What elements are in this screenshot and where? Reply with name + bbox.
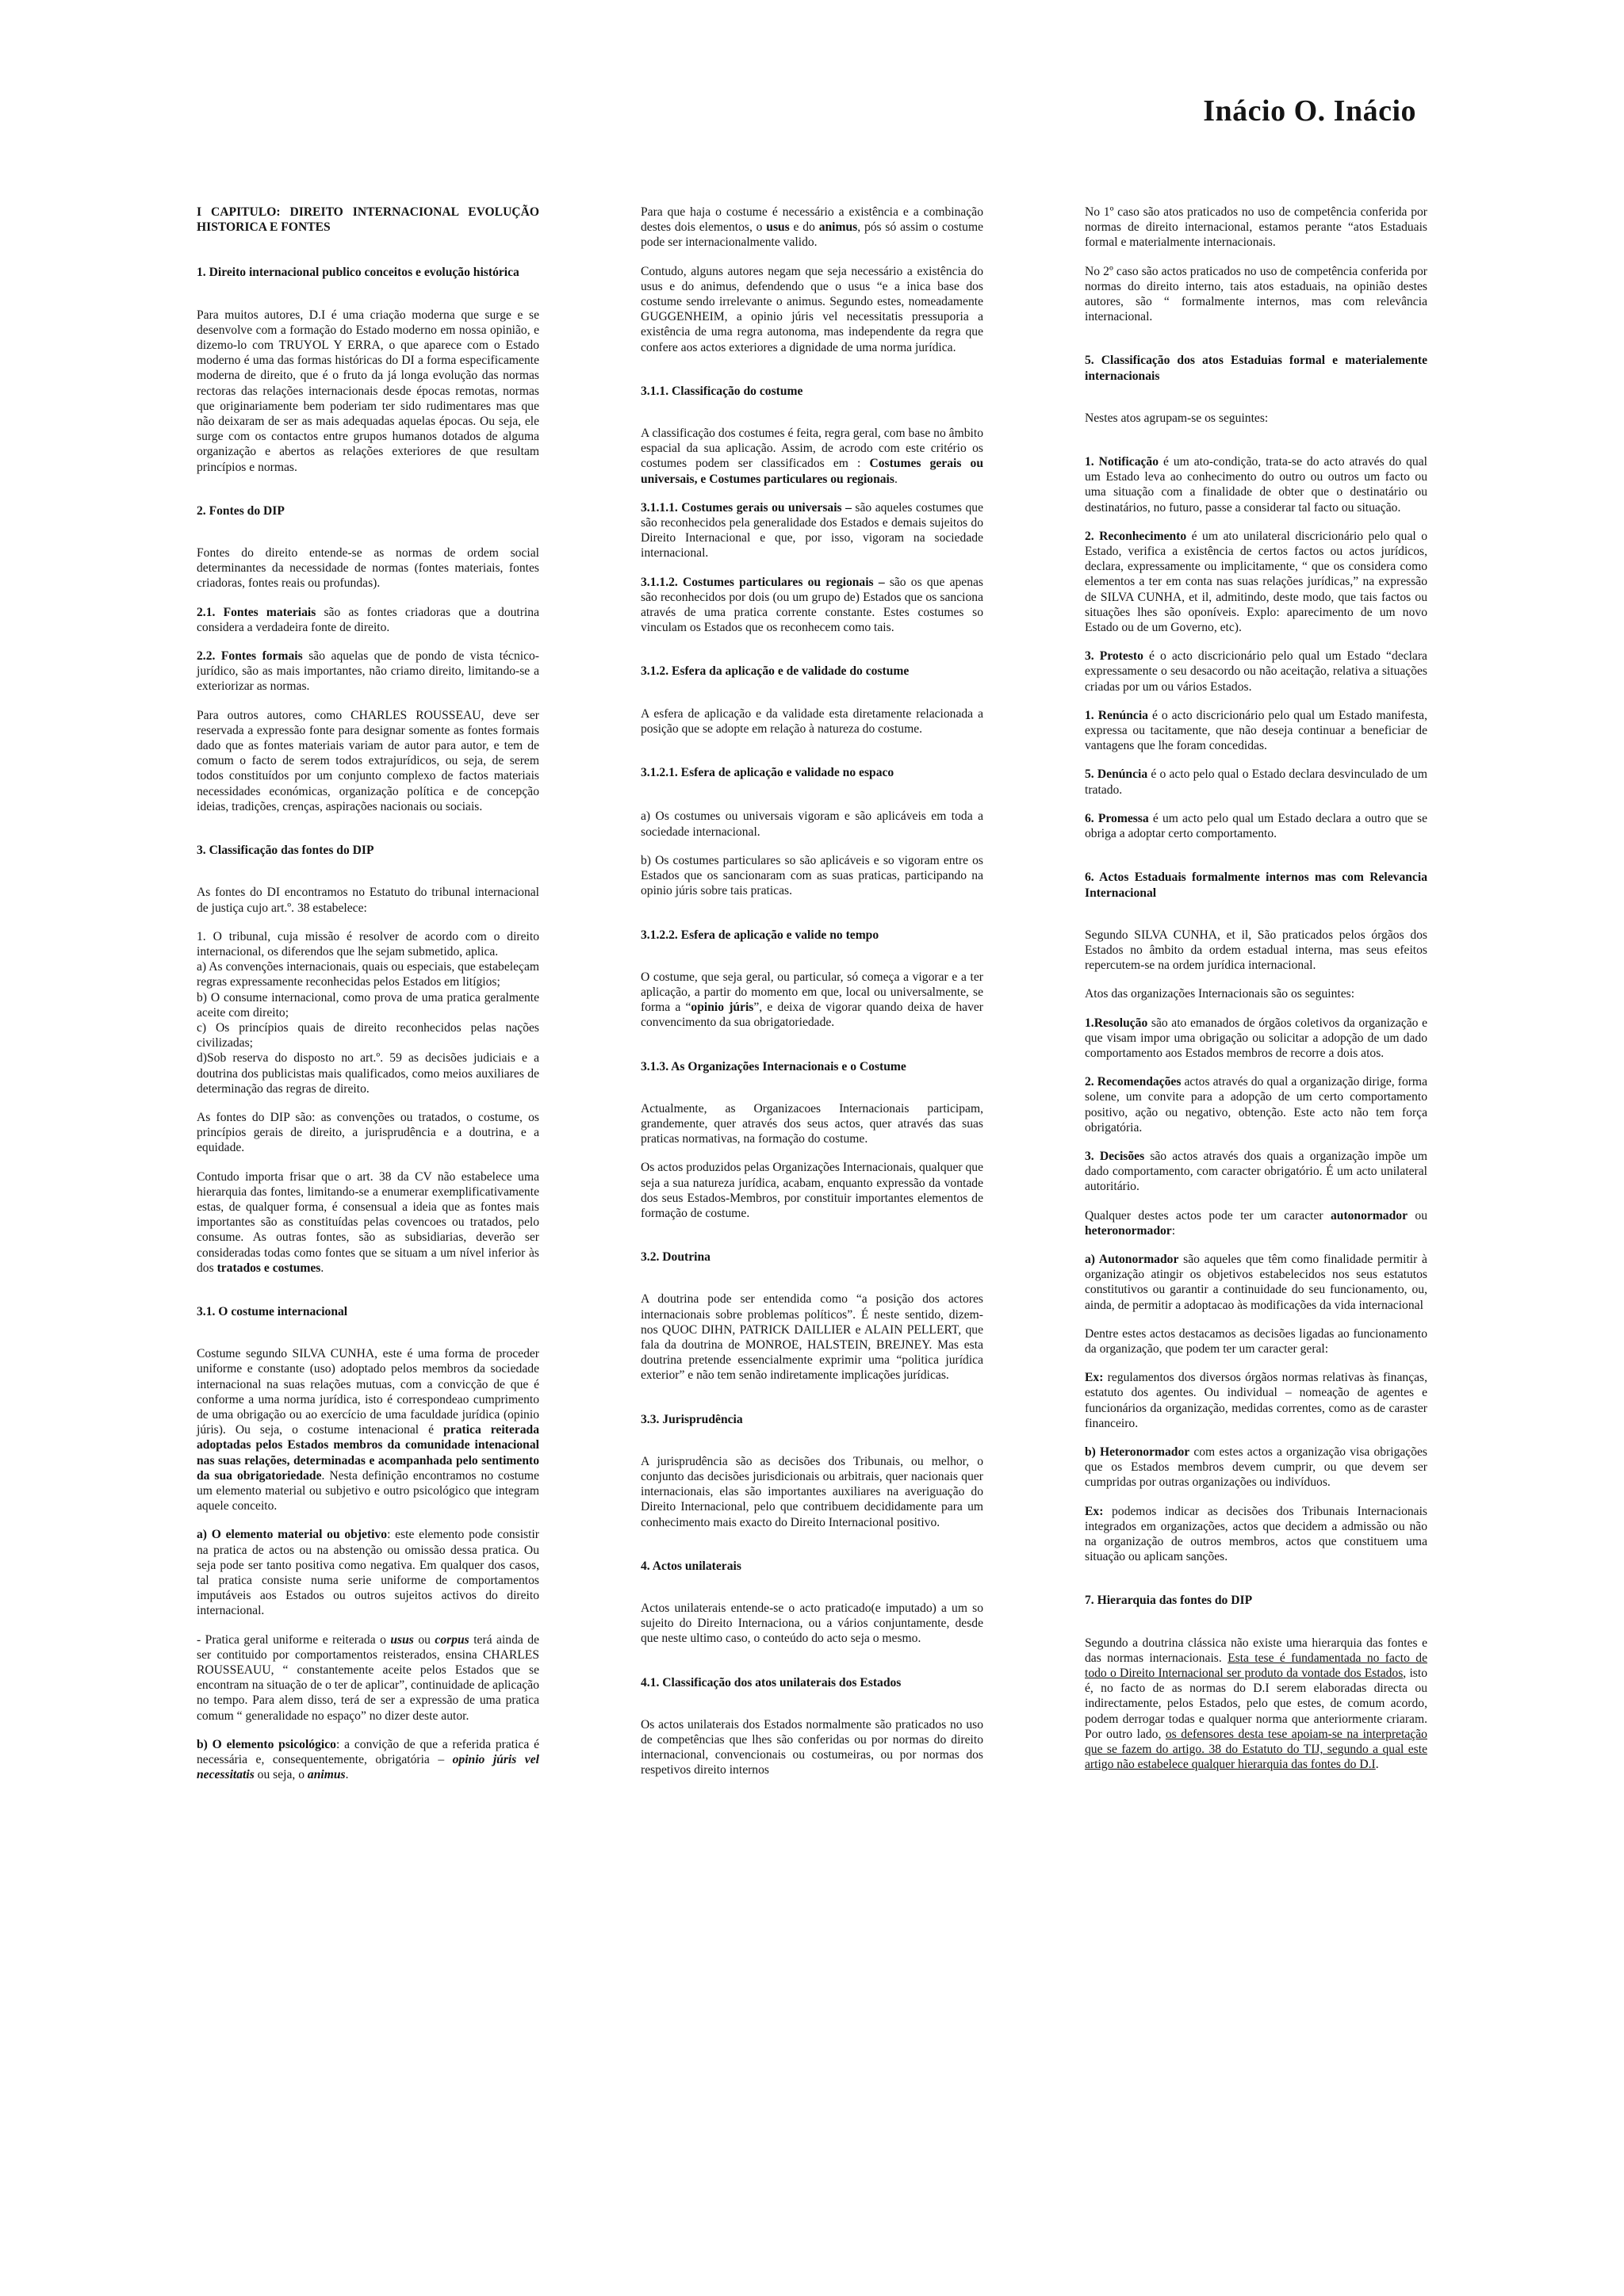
paragraph: 3. Decisões são actos através dos quais a organização impõe um dado comportamento, com caracter obrigatório. É um acto unilateral autoritário. [1085, 1149, 1427, 1194]
paragraph: Para que haja o costume é necessário a existência e a combinação destes dois elementos, o usus e do animus, pós só assim o costume pode ser internacionalmente valido. [641, 205, 984, 250]
paragraph: A jurisprudência são as decisões dos Tribunais, ou melhor, o conjunto das decisões jurisdicionais ou arbitrais, quer nacionais quer internacionais, elas são importantes auxiliares na averiguação do Direito Internacional, pelo que contribuem decididamente para um conhecimento mais exacto do Direito Internacional positivo. [641, 1454, 983, 1529]
paragraph: 1.Resolução são ato emanados de órgãos coletivos da organização e que visam impor uma obrigação ou solicitar a adopção de um dado comportamento aos Estados membros de recorre a dois atos. [1085, 1016, 1427, 1060]
paragraph: Contudo importa frisar que o art. 38 da CV não estabelece uma hierarquia das fontes, limitando-se a enumerar exemplificativamente estas, de qualquer forma, é consensual a ideia que as fontes mais importantes são as constituídas pelas covencoes ou tratados, pelo consume. As outras fontes, são as subsidiarias, deverão ser consideradas todas como fontes que se situam a um nível inferior às dos tratados e costumes. [197, 1169, 539, 1275]
section-heading: 3. Classificação das fontes do DIP [197, 844, 374, 858]
paragraph: Actualmente, as Organizacoes Internacionais participam, grandemente, quer através dos seus actos, quer através das suas praticas normativas, na formação do costume. [641, 1101, 983, 1146]
paragraph: a) Autonormador são aqueles que têm como finalidade permitir à organização atingir os objetivos estabelecidos nos seus estatutos constitutivos ou garantir a continuidade do seu funcionamento, ou, ainda, de permitir a adoptacao às modificações da vida internacional [1085, 1252, 1427, 1312]
section-heading: I CAPITULO: DIREITO INTERNACIONAL EVOLUÇÃO HISTORICA E FONTES [197, 205, 539, 235]
section-heading: 5. Classificação dos atos Estaduias formal e materialemente internacionais [1085, 354, 1427, 383]
paragraph: b) O elemento psicológico: a convição de que a referida pratica é necessária e, consequentemente, obrigatória – opinio júris vel necessitatis ou seja, o animus. [197, 1737, 539, 1782]
paragraph: Fontes do direito entende-se as normas de ordem social determinantes da necessidade de normas (fontes materiais, fontes criadoras, fontes reais ou profundas). [197, 546, 539, 591]
paragraph: Segundo a doutrina clássica não existe uma hierarquia das fontes e das normas internacionais. Esta tese é fundamentada no facto de todo o Direito Internacional ser produto da vontade dos Estados, isto é, no facto de as normas do D.I serem elaboradas directa ou indirectamente, pelos Estados, pelo que estes, de comum acordo, podem derrogar todas e qualquer norma que anteriormente criaram. Por outro lado, os defensores desta tese apoiam-se na interpretação que se fazem do artigo. 38 do Estatuto do TIJ, segundo a qual este artigo não estabelece qualquer hierarquia das fontes do D.I. [1085, 1636, 1427, 1772]
author-name: Inácio O. Inácio [1203, 94, 1416, 128]
paragraph: - Pratica geral uniforme e reiterada o usus ou corpus terá ainda de ser contituido por comportamentos reisterados, ensina CHARLES ROUSSEAUU, “ constantemente aceite pelos Estados que se encontram na situação de o ter de aplicar”, continuidade de aplicação no tempo. Para alem disso, terá de ser a expressão de uma pratica comum “ generalidade no espaço” no dizer deste autor. [197, 1632, 540, 1723]
paragraph: 2.2. Fontes formais são aquelas que de pondo de vista técnico-jurídico, são as mais importantes, não criamo direito, limitando-se a exteriorizar as normas. [197, 649, 539, 694]
section-heading: 7. Hierarquia das fontes do DIP [1085, 1594, 1253, 1608]
paragraph: O costume, que seja geral, ou particular, só começa a vigorar e a ter aplicação, a partir do momento em que, local ou universalmente, se forma a “opinio júris”, e deixa de vigorar quando deixa de haver convencimento da sua obrigatoriedade. [641, 970, 984, 1030]
paragraph: Atos das organizações Internacionais são os seguintes: [1085, 987, 1355, 1001]
paragraph: As fontes do DI encontramos no Estatuto do tribunal internacional de justiça cujo art.º. 38 estabelece: [197, 886, 539, 915]
text-column-left [197, 205, 539, 1796]
section-heading: 3.1.2.2. Esfera de aplicação e valide no tempo [641, 928, 879, 942]
paragraph: b) Heteronormador com estes actos a organização visa obrigações que os Estados membros devem cumprir, ou que devem ser cumpridas por outras organizações ou indivíduos. [1085, 1445, 1427, 1490]
paragraph: Actos unilaterais entende-se o acto praticado(e imputado) a um so sujeito do Direito Internaciona, ou a vários conjuntamente, desde que neste ultimo caso, o conteúdo do acto seja o mesmo. [641, 1601, 983, 1646]
paragraph: Ex: regulamentos dos diversos órgãos normas relativas às finanças, estatuto dos agentes. Ou individual – nomeação de agentes e funcionários da organização, medidas correntes, como as de caraster financeiro. [1085, 1371, 1427, 1430]
paragraph: As fontes do DIP são: as convenções ou tratados, o costume, os princípios gerais de direito, a jurisprudência e a doutrina, e a equidade. [197, 1110, 539, 1155]
paragraph: 1. Renúncia é o acto discricionário pelo qual um Estado manifesta, expressa ou tacitamente, que não deseja continuar a beneficiar de vantagens que lhe foram concedidas. [1085, 708, 1427, 753]
paragraph: 1. Notificação é um ato-condição, trata-se do acto através do qual um Estado leva ao conhecimento do outro ou outros um facto ou uma situação com a finalidade de obter que o destinatário ou destinatários, no futuro, passe a considerar tal facto ou situação. [1085, 455, 1428, 515]
paragraph: Contudo, alguns autores negam que seja necessário a existência do usus e do animus, defendendo que o usus “e a inica base dos costume sendo irrelevante o animus. Segundo estes, nomeadamente GUGGENHEIM, a opinio júris vel necessitatis pressuporia a existência de uma regra autonoma, mas independente da regra que confere aos actos exteriores a dignidade de uma norma jurídica. [641, 264, 983, 354]
paragraph: Nestes atos agrupam-se os seguintes: [1085, 411, 1269, 425]
paragraph: Para muitos autores, D.I é uma criação moderna que surge e se desenvolve com a formação do Estado moderno em nossa opinião, e dizemo-lo com TRUYOL Y ERRA, o que aparece com o Estado moderno é uma das formas históricas do DI a forma especificamente moderna de direito, que é o fruto da já longa evolução das normas rectoras das relações internacionais desde épocas remotas, normas que originariamente bem poderiam ter sido rudimentares mas que não deixaram de ser as mais adequadas aquelas épocas. Ou seja, ele surge com os contactos entre grupos humanos dotados de alguma organização e abertos as relações exteriores de que resultam princípios e normas. [197, 308, 539, 474]
paragraph: No 2º caso são actos praticados no uso de competência conferida por normas do direito interno, tais atos estaduais, na opinião destes autores, são “ formalmente internos, mas com relevância internacional. [1085, 264, 1427, 324]
paragraph: Para outros autores, como CHARLES ROUSSEAU, deve ser reservada a expressão fonte para designar somente as fontes formais dado que as fontes materiais variam de autor para autor, e tem de comum o facto de serem todos extrajurídicos, ou seja, de serem todos constituídos por um conjunto complexo de factos materiais necessidades económicas, organização política e de concepção ideias, tradições, crenças, aspirações nacionais ou sociais. [197, 708, 539, 813]
section-heading: 3.1.3. As Organizações Internacionais e o Costume [641, 1059, 906, 1073]
paragraph: 3.1.1.1. Costumes gerais ou universais – são aqueles costumes que são reconhecidos pela generalidade dos Estados e demais sujeitos do Direito Internacional e que, por isso, vigoram na sociedade internacional. [641, 500, 983, 561]
paragraph: b) Os costumes particulares so são aplicáveis e so vigoram entre os Estados que os sancionaram com as suas praticas, participando na opinio júris sobre tais praticas. [641, 853, 983, 898]
section-heading: 6. Actos Estaduais formalmente internos mas com Relevancia Internacional [1085, 871, 1427, 900]
text-column-middle [641, 205, 983, 1792]
paragraph: Os actos produzidos pelas Organizações Internacionais, qualquer que seja a sua natureza jurídica, acabam, enquanto expressão da vontade dos seus Estados-Membros, por constituir importantes elementos de formação de costume. [641, 1161, 983, 1220]
paragraph: Os actos unilaterais dos Estados normalmente são praticados no uso de competências que lhes são conferidas ou por normas do direito internacional, convencionais ou costumeiras, ou por normas dos respetivos direito internos [641, 1717, 983, 1777]
paragraph: 6. Promessa é um acto pelo qual um Estado declara a outro que se obriga a adoptar certo comportamento. [1085, 811, 1428, 841]
paragraph: Costume segundo SILVA CUNHA, este é uma forma de proceder uniforme e constante (uso) adoptado pelos membros da sociedade internacional na suas relações mutuas, com a convicção de que é conforme a uma norma jurídica, isto é correspondeao cumprimento de uma obrigação ou ao exercício de uma faculdade jurídica (opinio júris). Ou seja, o costume intenacional é pratica reiterada adoptadas pelos Estados membros da comunidade intenacional nas suas relações, determinadas e acompanhada pelo sentimento da sua obrigatoriedade. Nesta definição encontramos no costume um elemento material ou subjetivo e outro psicológico que integram aquele conceito. [197, 1347, 539, 1513]
section-heading: 1. Direito internacional publico conceitos e evolução histórica [197, 266, 519, 280]
section-heading: 3.1.2.1. Esfera de aplicação e validade no espaco [641, 766, 894, 780]
paragraph: Dentre estes actos destacamos as decisões ligadas ao funcionamento da organização, que podem ter um caracter geral: [1085, 1326, 1427, 1356]
paragraph: a) O elemento material ou objetivo: este elemento pode consistir na pratica de actos ou na abstenção ou omissão dessa pratica. Ou seja pode ser tanto positiva como negativa. Em qualquer dos casos, tal pratica consiste numa serie uniforme de comportamentos imputáveis aos Estados ou outros sujeitos activos do direito internacional. [197, 1528, 539, 1618]
paragraph: 5. Denúncia é o acto pelo qual o Estado declara desvinculado de um tratado. [1085, 767, 1427, 797]
paragraph: A esfera de aplicação e da validade esta diretamente relacionada a posição que se adopte em relação à natureza do costume. [641, 706, 983, 736]
paragraph: 2. Reconhecimento é um ato unilateral discricionário pelo qual o Estado, verifica a existência de certos factos ou actos jurídicos, declara, expressamente ou implicitamente, “ que os considera como elementos a ter em conta nas suas relações jurídicas,” na expressão de SILVA CUNHA, et il, admitindo, deste modo, que tais factos ou situações lhes são oponíveis. Explo: aparecimento de um novo Estado ou de um Governo, etc). [1085, 529, 1427, 635]
section-heading: 4. Actos unilaterais [641, 1559, 741, 1573]
paragraph: a) Os costumes ou universais vigoram e são aplicáveis em toda a sociedade internacional. [641, 809, 983, 839]
section-heading: 3.1.2. Esfera da aplicação e de validade do costume [641, 664, 910, 679]
paragraph: A doutrina pode ser entendida como “a posição dos actores internacionais sobre problemas políticos”. É neste sentido, dizem-nos QUOC DIHN, PATRICK DAILLIER e ALAIN PELLERT, que fala da doutrina de MONROE, HALSTEIN, BREJNEY. Mas esta doutrina pretende essencialmente exprimir uma “politica jurídica exterior” e não tem senão indiretamente implicações jurídicas. [641, 1292, 983, 1383]
paragraph: 2.1. Fontes materiais são as fontes criadoras que a doutrina considera a verdadeira fonte de direito. [197, 605, 539, 634]
section-heading: 2. Fontes do DIP [197, 503, 285, 518]
section-heading: 4.1. Classificação dos atos unilaterais dos Estados [641, 1675, 902, 1689]
text-column-right [1085, 205, 1427, 1785]
paragraph: 1. O tribunal, cuja missão é resolver de acordo com o direito internacional, os diferendos que lhe sejam submetido, aplica. a) As convenções internacionais, quais ou especiais, que estabeleçam regras expressamente reconhecidas pelos Estados em litígios; b) O consume internacional, como prova de uma pratica geralmente aceite com direito; c) Os princípios quais de direito reconhecidos pelas nações civilizadas; d)Sob reserva do disposto no art.º. 59 as decisões judiciais e a doutrina dos publicistas mais qualificados, como meios auxiliares de determinação das regras de direito. [197, 929, 539, 1096]
section-heading: 3.1.1. Classificação do costume [641, 384, 803, 398]
section-heading: 3.1. O costume internacional [197, 1304, 348, 1318]
paragraph: No 1º caso são atos praticados no uso de competência conferida por normas de direito internacional, estamos perante “atos Estaduais formal e materialmente internacionais. [1085, 205, 1427, 250]
paragraph: 3. Protesto é o acto discricionário pelo qual um Estado “declara expressamente o seu desacordo ou não aceitação, relativa a situações criadas por um ou vários Estados. [1085, 649, 1427, 694]
paragraph: 2. Recomendações actos através do qual a organização dirige, forma solene, um convite para a adopção de um certo comportamento positivo, ação ou negativo, obtenção. Este acto não tem força obrigatória. [1085, 1075, 1427, 1135]
paragraph: A classificação dos costumes é feita, regra geral, com base no âmbito espacial da sua aplicação. Assim, de acrodo com este critério os costumes podem ser classificados em : Costumes gerais ou universais, e Costumes particulares ou regionais. [641, 427, 983, 486]
section-heading: 3.3. Jurisprudência [641, 1412, 743, 1426]
paragraph: Qualquer destes actos pode ter um caracter autonormador ou heteronormador: [1085, 1208, 1427, 1238]
paragraph: Segundo SILVA CUNHA, et il, São praticados pelos órgãos dos Estados no âmbito da ordem estadual interna, mas seus efeitos repercutem-se na ordem jurídica internacional. [1085, 928, 1427, 973]
paragraph: 3.1.1.2. Costumes particulares ou regionais – são os que apenas são reconhecidos por dois (ou um grupo de) Estados que os sanciona através de uma pratica corrente constante. Estes costumes so vinculam os Estados que os reconhecem como tais. [641, 575, 983, 635]
section-heading: 3.2. Doutrina [641, 1250, 710, 1265]
paragraph: Ex: podemos indicar as decisões dos Tribunais Internacionais integrados em organizações, actos que decidem a admissão ou não na organização de outros membros, actos que constituem uma situação ou aplicam sanções. [1085, 1504, 1427, 1564]
